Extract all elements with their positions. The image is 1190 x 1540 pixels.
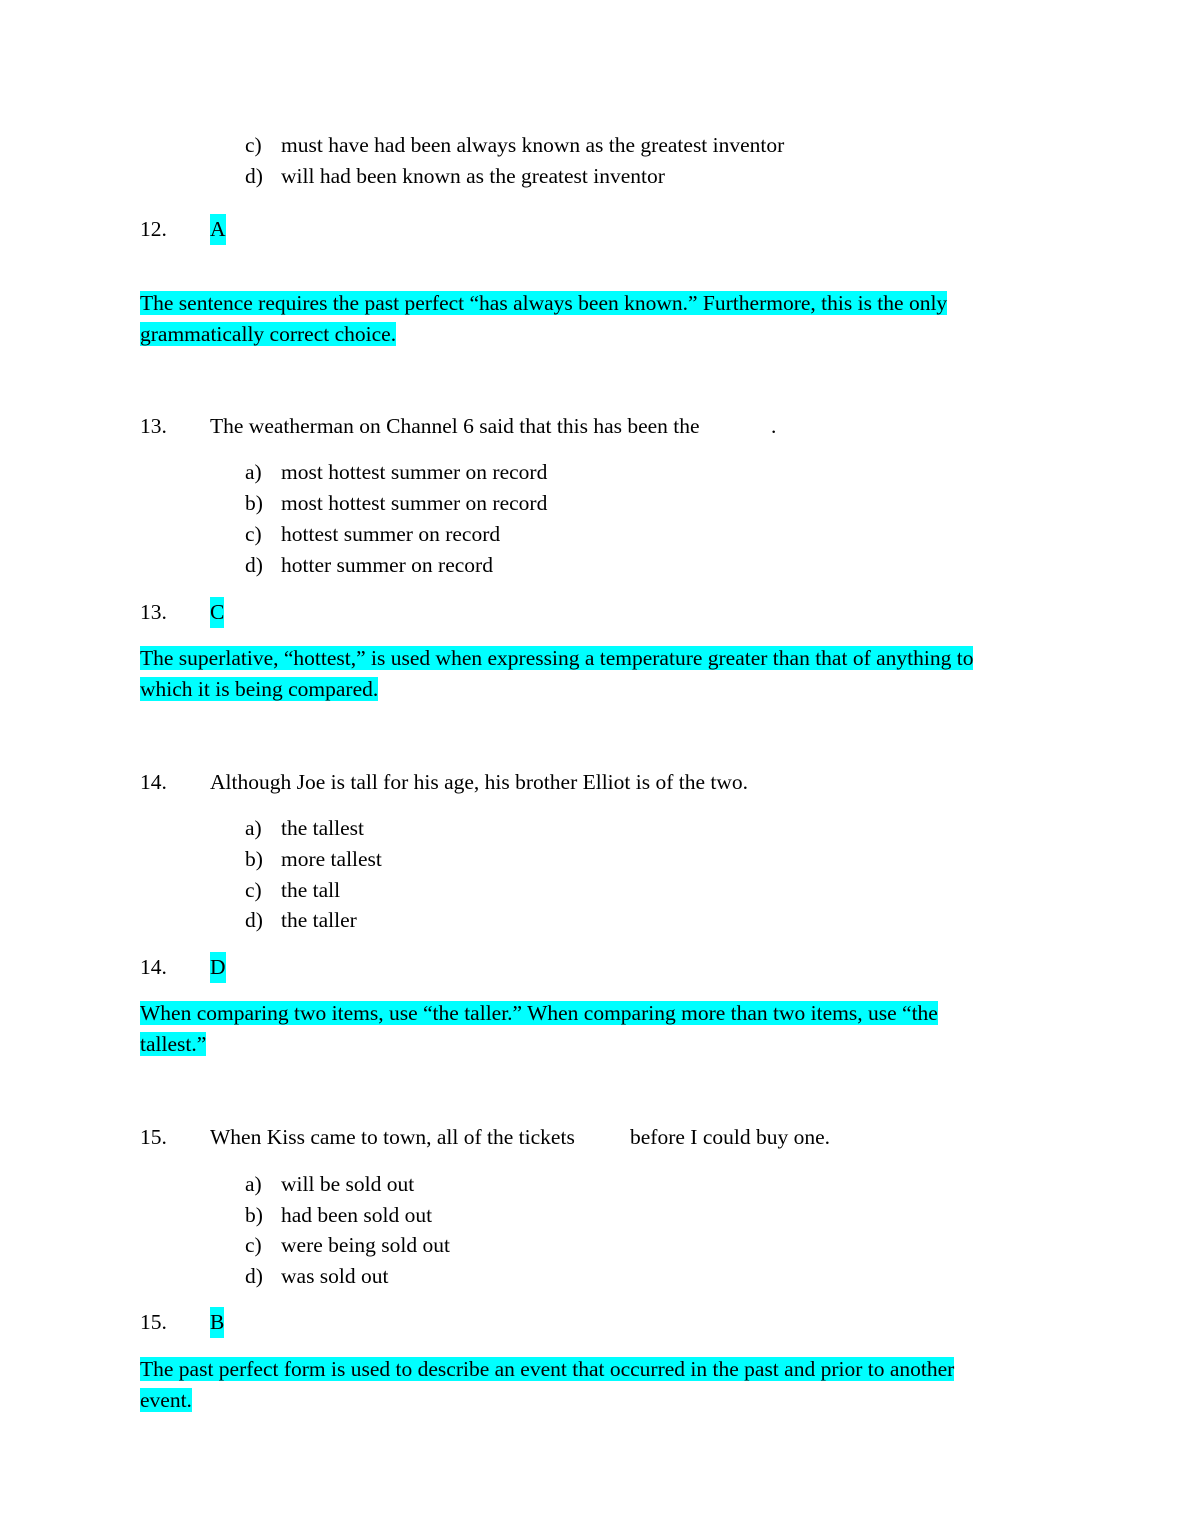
explanation-line: grammatically correct choice. [140, 322, 397, 346]
option-text: most hottest summer on record [281, 491, 548, 515]
explanation-line: tallest.” [140, 1032, 207, 1056]
option-letter: d) [245, 553, 263, 577]
explanation-line: event. [140, 1388, 192, 1412]
option-text: must have had been always known as the greatest inventor [281, 133, 785, 157]
answer-12-letter: A [210, 214, 226, 245]
option-letter: a) [245, 1172, 262, 1196]
answer-14-number: 14. [140, 955, 167, 979]
answer-13-number: 13. [140, 600, 167, 624]
answer-12-number: 12. [140, 217, 167, 241]
option-text: had been sold out [281, 1203, 433, 1227]
answer-14-letter: D [210, 952, 226, 983]
explanation-line: The sentence requires the past perfect “has always been known.” Furthermore, this is the only [140, 291, 948, 315]
option-text: the tallest [281, 816, 364, 840]
question-15-text-end: before I could buy one. [630, 1125, 830, 1149]
option-text: the taller [281, 908, 357, 932]
answer-13-letter: C [210, 597, 224, 628]
option-text: will be sold out [281, 1172, 415, 1196]
option-text: more tallest [281, 847, 382, 871]
option-letter: c) [245, 878, 262, 902]
option-text: will had been known as the greatest inventor [281, 164, 665, 188]
question-13-end: . [771, 414, 777, 438]
explanation-line: When comparing two items, use “the taller.” When comparing more than two items, use “the [140, 1001, 938, 1025]
option-letter: b) [245, 1203, 263, 1227]
question-14-text: Although Joe is tall for his age, his brother Elliot is of the two. [210, 770, 749, 794]
option-letter: c) [245, 522, 262, 546]
question-15-text: When Kiss came to town, all of the tickets [210, 1125, 575, 1149]
option-letter: a) [245, 460, 262, 484]
option-text: hottest summer on record [281, 522, 501, 546]
option-text: the tall [281, 878, 341, 902]
option-letter: b) [245, 491, 263, 515]
answer-12-explanation [140, 288, 1050, 350]
option-letter: d) [245, 164, 263, 188]
option-letter: c) [245, 133, 262, 157]
answer-14-explanation [140, 998, 1050, 1060]
question-13-text: The weatherman on Channel 6 said that this has been the [210, 414, 700, 438]
option-text: hotter summer on record [281, 553, 493, 577]
option-letter: a) [245, 816, 262, 840]
answer-15-number: 15. [140, 1310, 167, 1334]
question-15-number: 15. [140, 1125, 167, 1149]
option-letter: d) [245, 908, 263, 932]
option-letter: c) [245, 1233, 262, 1257]
explanation-line: The superlative, “hottest,” is used when expressing a temperature greater than that of anything to [140, 646, 974, 670]
question-14-number: 14. [140, 770, 167, 794]
question-13-number: 13. [140, 414, 167, 438]
answer-13-explanation [140, 643, 1050, 705]
option-text: was sold out [281, 1264, 389, 1288]
explanation-line: The past perfect form is used to describe an event that occurred in the past and prior to another [140, 1357, 955, 1381]
answer-15-explanation [140, 1354, 1050, 1416]
explanation-line: which it is being compared. [140, 677, 379, 701]
option-text: most hottest summer on record [281, 460, 548, 484]
option-letter: b) [245, 847, 263, 871]
option-letter: d) [245, 1264, 263, 1288]
option-text: were being sold out [281, 1233, 450, 1257]
answer-15-letter: B [210, 1307, 224, 1338]
